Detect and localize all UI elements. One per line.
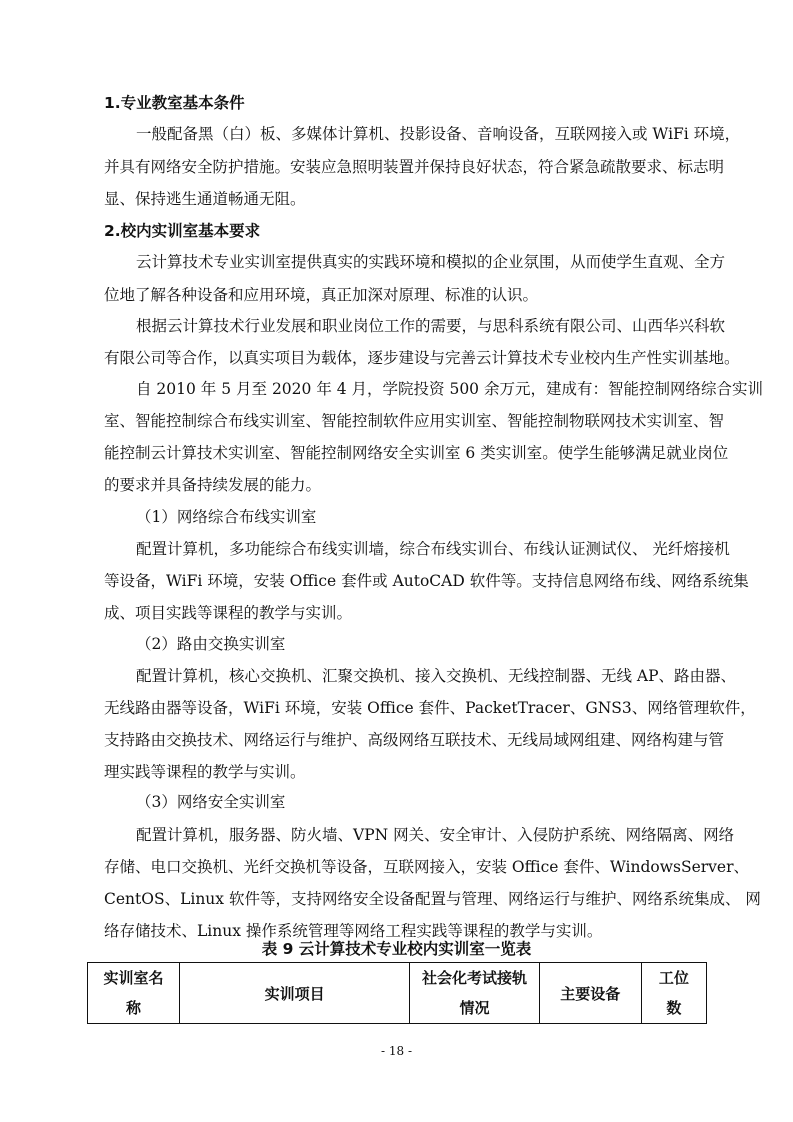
header-cell-exam: 社会化考试接轨 情况 (410, 963, 539, 1024)
paragraph-line: 存储、电口交换机、光纤交换机等设备，互联网接入，安装 Office 套件、WindowsServer、 (104, 858, 750, 876)
paragraph-line: 无线路由器等设备，WiFi 环境，安装 Office 套件、PacketTracer、GNS3、网络管理软件， (104, 699, 756, 717)
paragraph-line: 云计算技术专业实训室提供真实的实践环境和模拟的企业氛围，从而使学生直观、全方 (136, 253, 726, 271)
paragraph-line: 理实践等课程的教学与实训。 (104, 763, 306, 781)
paragraph-line: 根据云计算技术行业发展和职业岗位工作的需要，与思科系统有限公司、山西华兴科软 (136, 317, 726, 335)
paragraph-line: 配置计算机，多功能综合布线实训墙，综合布线实训台、布线认证测试仪、 光纤熔接机 (136, 540, 730, 558)
header-cell-stations: 工位 数 (641, 963, 706, 1024)
paragraph-line: 支持路由交换技术、网络运行与维护、高级网络互联技术、无线局域网组建、网络构建与管 (104, 731, 725, 749)
section-heading-2: 2.校内实训室基本要求 (104, 222, 261, 240)
paragraph-line: 配置计算机，服务器、防火墙、VPN 网关、安全审计、入侵防护系统、网络隔离、网络 (136, 826, 735, 844)
paragraph-line: 自 2010 年 5 月至 2020 年 4 月，学院投资 500 余万元，建成有：智能控制网络综合实训 (136, 380, 763, 398)
paragraph-line: 成、项目实践等课程的教学与实训。 (104, 604, 353, 622)
room-title-3: （3）网络安全实训室 (136, 793, 286, 811)
room-title-1: （1）网络综合布线实训室 (136, 508, 317, 526)
paragraph-line: 并具有网络安全防护措施。安装应急照明装置并保持良好状态，符合紧急疏散要求、标志明 (104, 158, 725, 176)
paragraph-line: 室、智能控制综合布线实训室、智能控制软件应用实训室、智能控制物联网技术实训室、智 (104, 412, 725, 430)
paragraph-line: 配置计算机，核心交换机、汇聚交换机、接入交换机、无线控制器、无线 AP、路由器、 (136, 667, 737, 685)
paragraph-line: CentOS、Linux 软件等，支持网络安全设备配置与管理、网络运行与维护、网络系统集成、 网 (104, 890, 761, 908)
header-cell-equipment: 主要设备 (539, 963, 641, 1024)
paragraph-line: 络存储技术、Linux 操作系统管理等网络工程实践等课程的教学与实训。 (104, 922, 603, 940)
table-caption: 表 9 云计算技术专业校内实训室一览表 (261, 940, 532, 958)
header-cell-room-name: 实训室名 称 (88, 963, 180, 1024)
page-number: - 18 - (380, 1044, 412, 1058)
table-header-row (88, 963, 707, 1024)
paragraph-line: 一般配备黑（白）板、多媒体计算机、投影设备、音响设备，互联网接入或 WiFi 环境， (136, 125, 741, 143)
paragraph-line: 能控制云计算技术实训室、智能控制网络安全实训室 6 类实训室。使学生能够满足就业岗位 (104, 444, 729, 462)
paragraph-line: 的要求并具备持续发展的能力。 (104, 476, 322, 494)
paragraph-line: 位地了解各种设备和应用环境，真正加深对原理、标准的认识。 (104, 286, 539, 304)
paragraph-line: 等设备，WiFi 环境，安装 Office 套件或 AutoCAD 软件等。支持信息网络布线、网络系统集 (104, 572, 749, 590)
training-room-table (87, 962, 707, 1024)
paragraph-line: 显、保持逃生通道畅通无阻。 (104, 190, 306, 208)
paragraph-line: 有限公司等合作，以真实项目为载体，逐步建设与完善云计算技术专业校内生产性实训基地。 (104, 349, 740, 367)
room-title-2: （2）路由交换实训室 (136, 635, 286, 653)
section-heading-1: 1.专业教室基本条件 (104, 94, 245, 112)
header-cell-project: 实训项目 (179, 963, 409, 1024)
